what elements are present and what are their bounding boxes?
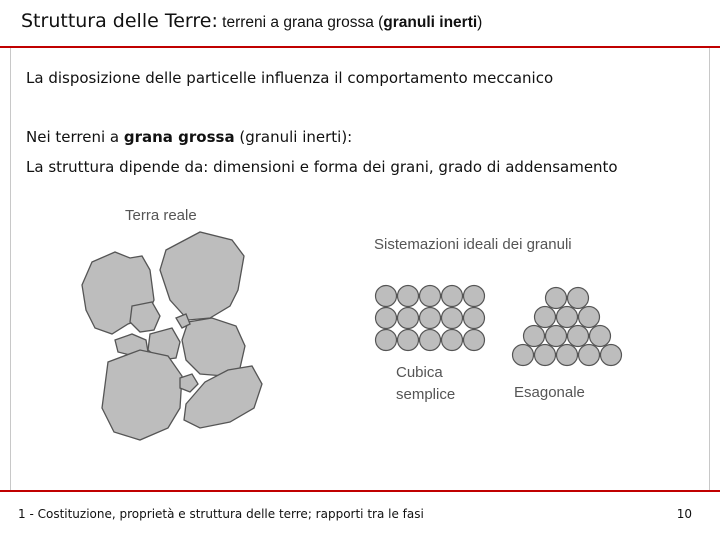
bottom-divider bbox=[0, 490, 720, 492]
grain-circle bbox=[535, 307, 556, 328]
grain-circle bbox=[601, 345, 622, 366]
title-main: Struttura delle Terre: bbox=[21, 10, 218, 32]
grain bbox=[160, 232, 244, 320]
grain-circle bbox=[442, 308, 463, 329]
grain-circle bbox=[376, 330, 397, 351]
line2-pre: Nei terreni a bbox=[26, 128, 124, 146]
grain-circle bbox=[376, 308, 397, 329]
line2-bold: grana grossa bbox=[123, 128, 235, 146]
grain-circle bbox=[513, 345, 534, 366]
hexagonal-packing bbox=[513, 288, 622, 366]
title-sub-post: ) bbox=[477, 14, 483, 31]
grain-circle bbox=[464, 308, 485, 329]
grain-circle bbox=[464, 286, 485, 307]
grain-circle bbox=[557, 345, 578, 366]
cubic-label-line-2: semplice bbox=[396, 386, 456, 403]
footer-text: 1 - Costituzione, proprietà e struttura delle terre; rapporti tra le fasi bbox=[18, 507, 424, 521]
ideal-arrangements-label: Sistemazioni ideali dei granuli bbox=[374, 236, 572, 253]
grain-circle bbox=[524, 326, 545, 347]
real-soil-grains bbox=[82, 232, 262, 440]
grain-circle bbox=[376, 286, 397, 307]
grain-circle bbox=[398, 308, 419, 329]
real-soil-label: Terra reale bbox=[125, 207, 197, 224]
line2-post: (granuli inerti): bbox=[234, 128, 353, 146]
grain bbox=[184, 366, 262, 428]
grain-circle bbox=[398, 330, 419, 351]
grain-circle bbox=[420, 286, 441, 307]
hexagonal-label: Esagonale bbox=[514, 384, 585, 401]
body-line-3: La struttura dipende da: dimensioni e forma dei grani, grado di addensamento bbox=[26, 158, 618, 176]
grain-circle bbox=[546, 288, 567, 309]
title-sub-bold: granuli inerti bbox=[383, 14, 478, 31]
grain-circle bbox=[442, 330, 463, 351]
grain-circle bbox=[579, 307, 600, 328]
body-line-1: La disposizione delle particelle influenza il comportamento meccanico bbox=[26, 69, 554, 87]
grain-circle bbox=[442, 286, 463, 307]
grain-circle bbox=[546, 326, 567, 347]
title-sub-pre: terreni a grana grossa ( bbox=[217, 14, 384, 31]
cubic-packing bbox=[376, 286, 485, 351]
grain bbox=[102, 350, 182, 440]
grain-circle bbox=[420, 308, 441, 329]
grain-circle bbox=[579, 345, 600, 366]
cubic-label-line-1: Cubica bbox=[396, 364, 443, 381]
grain-circle bbox=[590, 326, 611, 347]
page-number: 10 bbox=[676, 507, 692, 521]
grain-circle bbox=[568, 288, 589, 309]
grain-circle bbox=[420, 330, 441, 351]
grain bbox=[130, 302, 160, 332]
grain-circle bbox=[557, 307, 578, 328]
grain bbox=[182, 318, 245, 376]
grain-circle bbox=[535, 345, 556, 366]
cubic-label bbox=[396, 362, 455, 406]
grain-circle bbox=[568, 326, 589, 347]
grain-circle bbox=[398, 286, 419, 307]
grain-circle bbox=[464, 330, 485, 351]
grain bbox=[180, 374, 198, 392]
